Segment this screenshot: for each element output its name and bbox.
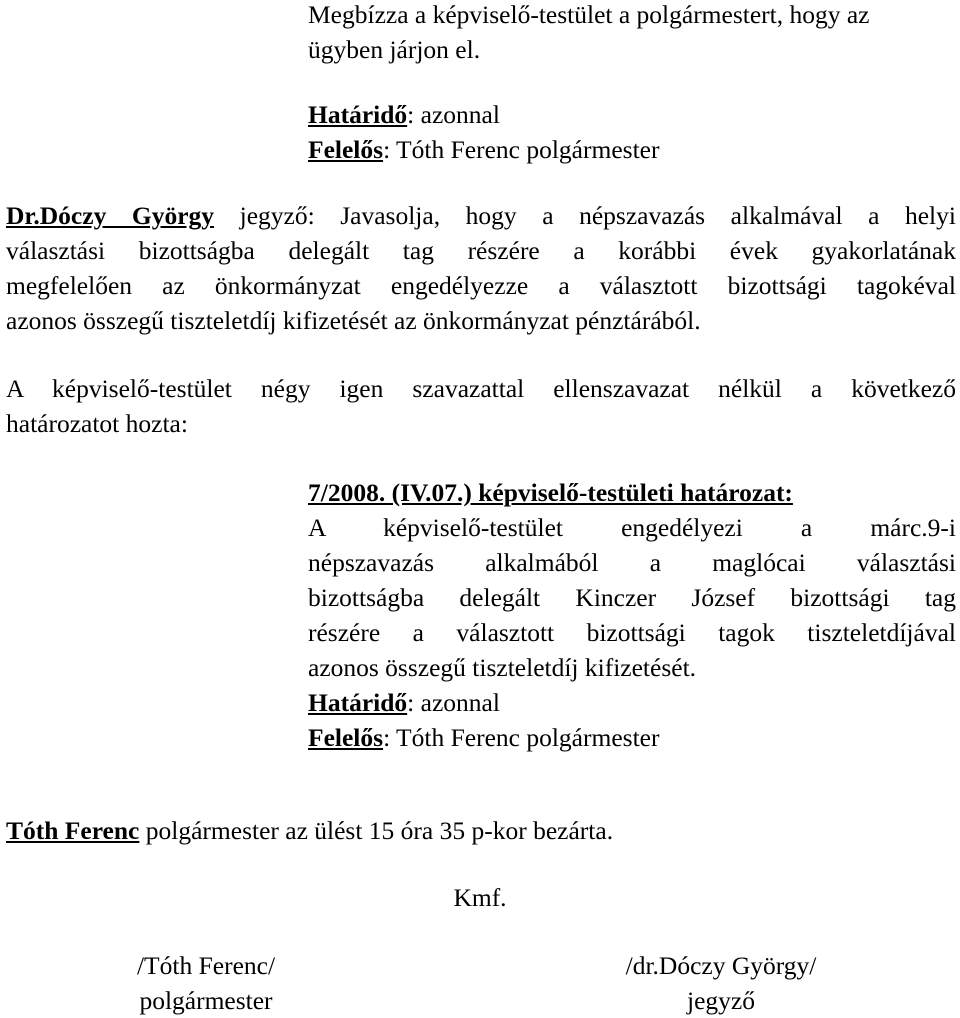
signature-right [586, 948, 856, 1018]
resolution-title: 7/2008. (IV.07.) képviselő-testületi határozat: [308, 478, 793, 507]
signature-left-name: /Tóth Ferenc/ [136, 951, 276, 980]
vote-line-1: A képviselő-testület négy igen szavazattal ellenszavazat nélkül a következő [6, 374, 956, 403]
responsible-line-1 [308, 132, 958, 167]
resolution-line-3: bizottságba delegált Kinczer József bizottsági tag [308, 583, 956, 612]
responsible-value: : Tóth Ferenc polgármester [383, 135, 660, 164]
responsible-label-2: Felelős [308, 723, 384, 752]
resolution-line-4: részére a választott bizottsági tagok tiszteletdíjával [308, 618, 956, 647]
deadline-value-2: : azonnal [407, 688, 500, 717]
resolution-line-1: A képviselő-testület engedélyezi a márc.9-i [308, 513, 956, 542]
deadline-line-2 [308, 685, 956, 720]
deadline-label-2: Határidő [308, 688, 408, 717]
vote-line-2: határozatot hozta: [6, 409, 188, 438]
resolution-line-2: népszavazás alkalmából a maglócai választási [308, 548, 956, 577]
resolution-line-5: azonos összegű tiszteletdíj kifizetését. [308, 653, 697, 682]
proposal-line-2: választási bizottságba delegált tag részére a korábbi évek gyakorlatának [6, 236, 956, 265]
responsible-value-2: : Tóth Ferenc polgármester [383, 723, 660, 752]
intro-line-1: Megbízza a képviselő-testület a polgármestert, hogy az [308, 0, 870, 29]
signature-right-name: /dr.Dóczy György/ [625, 951, 817, 980]
proposal-line-1: Dr.Dóczy György jegyző: Javasolja, hogy a népszavazás alkalmával a helyi [6, 201, 956, 230]
proposal-paragraph [6, 198, 956, 338]
closing-paragraph [6, 813, 956, 848]
intro-paragraph [308, 0, 958, 67]
deadline-line-1 [308, 97, 958, 132]
responsible-label: Felelős [308, 135, 384, 164]
kmf-label: Kmf. [453, 883, 507, 912]
deadline-label: Határidő [308, 100, 408, 129]
responsible-line-2 [308, 720, 956, 755]
proposal-line-3: megfelelően az önkormányzat engedélyezze a választott bizottsági tagokéval [6, 271, 956, 300]
signature-left [72, 948, 340, 1018]
signature-left-role: polgármester [139, 986, 273, 1015]
vote-paragraph [6, 371, 956, 441]
closing-line: Tóth Ferenc polgármester az ülést 15 óra 35 p-kor bezárta. [6, 816, 614, 845]
signature-right-role: jegyző [687, 986, 755, 1015]
speaker-name: Dr.Dóczy György [6, 201, 215, 230]
intro-line-2: ügyben járjon el. [308, 35, 481, 64]
deadline-value: : azonnal [407, 100, 500, 129]
resolution-block [308, 475, 956, 755]
closing-name: Tóth Ferenc [6, 816, 140, 845]
deadline-block-1 [308, 97, 958, 167]
proposal-line-4: azonos összegű tiszteletdíj kifizetését az önkormányzat pénztárából. [6, 306, 701, 335]
